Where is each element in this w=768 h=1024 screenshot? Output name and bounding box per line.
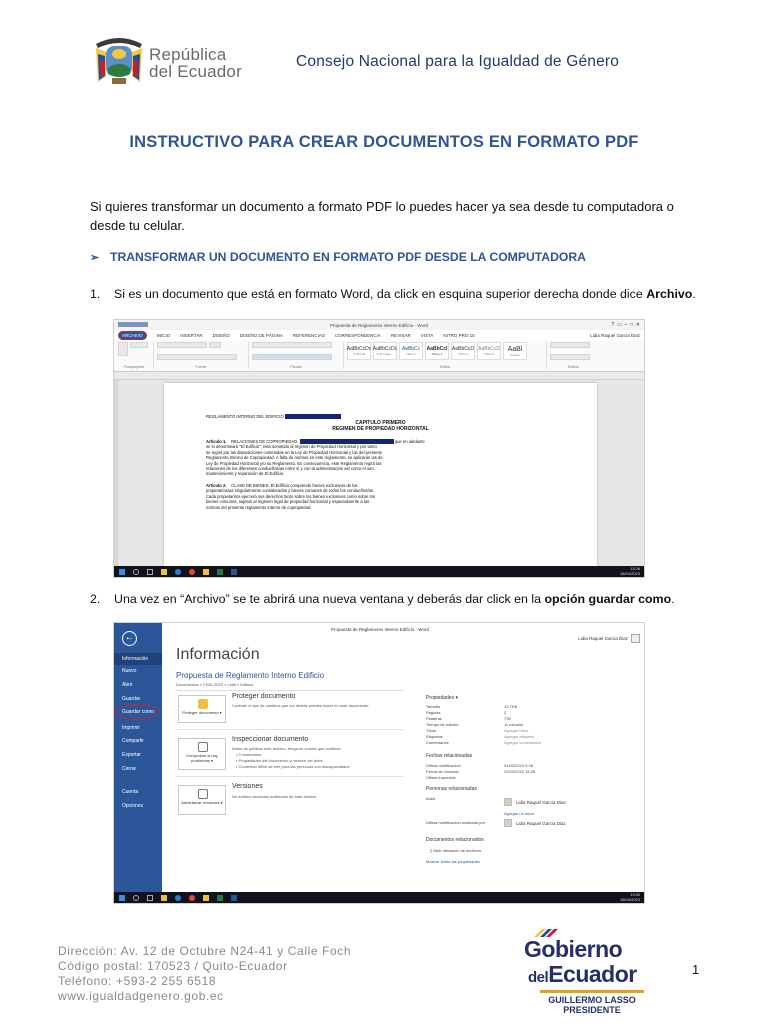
style-title[interactable] xyxy=(503,342,527,360)
backstage-nav xyxy=(114,623,162,893)
property-row xyxy=(426,728,596,733)
date-value: 01/02/2023 9:28 xyxy=(504,763,533,768)
file-explorer-icon[interactable] xyxy=(161,895,167,901)
ribbon-group-clipboard xyxy=(118,342,154,369)
page-line: relaciones de los diferentes condueños/as entre sí y con la administración así como el uso, xyxy=(206,466,375,471)
property-label: Etiquetas xyxy=(426,734,443,739)
tab-diseno[interactable]: DISEÑO xyxy=(212,332,230,338)
section-heading xyxy=(90,250,586,264)
page-line: Ley de Propiedad Horizontal y/o su Reglamento. En consecuencia, este Reglamento regirá las xyxy=(206,460,382,466)
show-all-properties-link[interactable]: Mostrar todas las propiedades xyxy=(426,859,480,864)
inspect-bullet: • Propiedades del documento y nombre del autor xyxy=(236,758,323,763)
style-normal[interactable] xyxy=(347,342,371,360)
tab-nitro[interactable]: NITRO PRO 10 xyxy=(443,332,475,338)
word-icon[interactable] xyxy=(231,895,237,901)
add-author-link[interactable]: Agregar un autor xyxy=(504,811,535,816)
highlight-circle xyxy=(115,704,159,720)
style-heading-3[interactable] xyxy=(451,342,475,360)
property-row xyxy=(426,704,596,709)
backstage-screenshot xyxy=(113,622,645,904)
word-window-screenshot xyxy=(113,319,645,578)
check-issues-button[interactable] xyxy=(178,738,226,770)
word-user-name: Lidia Raquel Garcia Diaz xyxy=(590,332,640,338)
step-text-end: . xyxy=(692,287,696,301)
nav-imprimir[interactable]: Imprimir xyxy=(122,725,141,731)
step-number: 1. xyxy=(90,287,101,301)
property-label: Tamaño xyxy=(426,704,441,709)
tab-correspondencia[interactable]: CORRESPONDENCIA xyxy=(334,332,381,338)
step-text xyxy=(114,287,696,301)
date-row xyxy=(426,775,596,780)
folder-icon[interactable] xyxy=(203,569,209,575)
property-label: Páginas xyxy=(426,710,441,715)
button-label: Proteger documento ▾ xyxy=(182,710,222,715)
style-sample: AaBbCcD xyxy=(452,346,474,352)
property-value[interactable]: Agregar título xyxy=(504,728,529,733)
clock-time: 13:50 xyxy=(629,892,640,897)
nav-abrir[interactable]: Abrir xyxy=(122,682,133,688)
nav-compartir[interactable]: Compartir xyxy=(122,738,144,744)
section-heading-text: TRANSFORMAR UN DOCUMENTO EN FORMATO PDF DESDE LA COMPUTADORA xyxy=(110,250,586,264)
search-icon[interactable] xyxy=(133,895,139,901)
word-window-title: Propuesta de Reglamento Interno Edificio - Word xyxy=(330,322,428,328)
footer-contact xyxy=(58,944,351,1004)
style-sample: AaBbCcI xyxy=(426,346,448,352)
edge-icon[interactable] xyxy=(175,895,181,901)
style-heading-4[interactable] xyxy=(477,342,501,360)
replace-button[interactable] xyxy=(550,354,590,360)
group-label: Portapapeles xyxy=(123,365,145,369)
modified-by-avatar xyxy=(504,819,512,827)
page-text: CLASE DE BIENES. El Edificio comprende bienes exclusivos de los xyxy=(231,483,358,488)
gob-line-1: Gobierno xyxy=(524,936,623,962)
protect-document-button[interactable] xyxy=(178,695,226,723)
word-icon[interactable] xyxy=(231,569,237,575)
protect-title: Proteger documento xyxy=(232,693,296,700)
page-heading: REGIMEN DE PROPIEDAD HORIZONTAL xyxy=(332,426,429,432)
nav-cuenta[interactable]: Cuenta xyxy=(122,789,139,795)
divider xyxy=(176,776,404,777)
step-number: 2. xyxy=(90,592,101,606)
step-1 xyxy=(90,287,696,301)
republic-line-1: República xyxy=(149,45,227,64)
footer-address: Dirección: Av. 12 de Octubre N24-41 y Calle Foch xyxy=(58,944,352,958)
council-name: Consejo Nacional para la Igualdad de Género xyxy=(296,53,620,70)
open-file-location[interactable]: ▯ Abrir ubicación de archivos xyxy=(430,848,482,853)
page-line: bienes comunes, sujetos al régimen legal de propiedad horizontal y especialmente a las xyxy=(206,499,370,505)
property-value: 2 xyxy=(504,710,507,715)
date-value: 22/02/2022 16:05 xyxy=(504,769,536,774)
tab-referencias[interactable]: REFERENCIAS xyxy=(292,332,325,338)
property-label: Comentarios xyxy=(426,740,449,745)
step-text xyxy=(114,592,675,606)
page-line: se regirá por las disposiciones contenidas en la Ley de Propiedad Horizontal y las del presente xyxy=(206,449,382,455)
related-docs-title: Documentos relacionados xyxy=(426,837,484,843)
group-label: Párrafo xyxy=(290,365,302,369)
property-row xyxy=(426,716,596,721)
font-size-select[interactable] xyxy=(209,342,221,348)
modified-by-name: Lidia Raquel Garcia Diaz xyxy=(516,821,566,826)
nav-guardar-como[interactable]: Guardar como xyxy=(122,709,154,715)
property-label: Título xyxy=(426,728,437,733)
document-page[interactable] xyxy=(164,383,597,567)
group-label: Fuente xyxy=(195,365,207,369)
bullet-text: Propiedades del documento y nombre del autor xyxy=(238,758,323,763)
nav-informacion[interactable]: Información xyxy=(114,653,162,665)
inspect-title: Inspeccionar documento xyxy=(232,736,309,743)
arrow-bullet-icon: ➢ xyxy=(90,251,100,264)
nav-exportar[interactable]: Exportar xyxy=(122,752,141,758)
style-sample: AaBbCcDc xyxy=(372,346,398,352)
style-heading-1[interactable] xyxy=(399,342,423,360)
divider xyxy=(176,729,404,730)
page-number: 1 xyxy=(692,962,700,977)
footer-phone: Teléfono: +593-2 255 6518 xyxy=(58,974,217,988)
step-text-end: . xyxy=(671,592,675,606)
excel-icon[interactable] xyxy=(217,895,223,901)
gob-ecuador: Ecuador xyxy=(548,961,637,987)
style-name: Título 3 xyxy=(457,352,468,356)
property-value[interactable]: Agregar etiqueta xyxy=(504,734,534,739)
step-2 xyxy=(90,592,675,606)
page-line: mantenimiento y reparación de El Edificio. xyxy=(206,471,285,477)
style-sample: AaBl xyxy=(507,345,523,353)
windows-start-icon[interactable] xyxy=(119,895,125,901)
cut-copy-icon[interactable] xyxy=(130,342,148,348)
page-line: propietarios/as singularmente considerados y bienes comunes de todos los condueños/as. xyxy=(206,488,375,494)
backstage-window-title: Propuesta de Reglamento Interno Edificio - Word xyxy=(331,627,429,632)
inspect-icon xyxy=(198,742,208,752)
clock-time: 13:28 xyxy=(629,566,640,571)
style-name: Título 4 xyxy=(483,352,494,356)
president-name: GUILLERMO LASSO xyxy=(548,995,636,1005)
document-name: Propuesta de Reglamento Interno Edificio xyxy=(176,671,325,680)
font-name-select[interactable] xyxy=(157,342,207,348)
property-value[interactable]: Agregar comentarios xyxy=(504,740,542,745)
property-value: 735 xyxy=(504,716,511,721)
link-text: Abrir ubicación de archivos xyxy=(433,848,482,853)
excel-icon[interactable] xyxy=(217,569,223,575)
tab-inicio[interactable]: INICIO xyxy=(156,332,171,338)
find-button[interactable] xyxy=(550,342,590,348)
property-value: 11 minutos xyxy=(504,722,524,727)
style-heading-2[interactable] xyxy=(425,342,449,360)
versions-icon xyxy=(198,789,208,799)
style-name: Puesto xyxy=(510,352,520,357)
style-name: ¶ Sin espa... xyxy=(376,352,394,356)
tab-diseno-pagina[interactable]: DISEÑO DE PÁGINA xyxy=(239,332,283,338)
intro-paragraph: Si quieres transformar un documento a formato PDF lo puedes hacer ya sea desde tu computadora o desde tu celular. xyxy=(90,199,674,233)
inspect-bullet: • Comentarios xyxy=(236,752,262,757)
divider xyxy=(176,690,404,691)
ruler xyxy=(114,372,644,380)
page-text: que en adelante xyxy=(394,439,425,444)
document-path: Documentos » CNIG 2023 » Lidia » Edificio xyxy=(176,682,254,687)
dates-title: Fechas relacionadas xyxy=(426,753,473,759)
word-title-bar xyxy=(114,320,644,330)
gob-line-2 xyxy=(528,961,637,988)
step-text-bold: opción guardar como xyxy=(544,592,672,606)
ribbon-group-font xyxy=(157,342,249,369)
property-row xyxy=(426,734,596,739)
vertical-ruler xyxy=(114,380,118,568)
windows-taskbar xyxy=(114,566,645,577)
button-label: Administrar versiones ▾ xyxy=(181,800,223,805)
group-label: Estilos xyxy=(439,365,451,369)
manage-versions-button[interactable] xyxy=(178,785,226,815)
ribbon-tabs xyxy=(114,330,644,340)
backstage-heading: Información xyxy=(176,646,260,663)
property-row xyxy=(426,740,596,745)
author-name: Lidia Raquel Garcia Diaz xyxy=(516,800,566,805)
list-buttons[interactable] xyxy=(252,342,332,348)
clock-date: 18/04/2023 xyxy=(619,570,640,576)
ecuador-coat-of-arms-icon xyxy=(92,30,146,92)
date-label: Última impresión xyxy=(426,775,456,780)
properties-title[interactable]: Propiedades ▾ xyxy=(426,695,458,701)
document-area xyxy=(114,380,645,568)
tab-vista[interactable]: VISTA xyxy=(420,332,434,338)
step-text-bold: Archivo xyxy=(646,287,693,301)
style-sample: AaBbCc xyxy=(401,346,421,352)
protect-description: Controle el tipo de cambios que los demás pueden hacer en este documento. xyxy=(232,703,370,708)
windows-taskbar xyxy=(114,892,645,903)
paste-icon[interactable] xyxy=(118,342,128,356)
font-format-buttons[interactable] xyxy=(157,354,237,360)
property-row xyxy=(426,710,596,715)
article-head: Artículo 1. xyxy=(206,439,227,444)
date-label: Fecha de creación xyxy=(426,769,459,774)
gob-del: del xyxy=(528,969,549,986)
style-sample: AaBbCcDc xyxy=(346,346,372,352)
search-icon[interactable] xyxy=(133,569,139,575)
president-title: PRESIDENTE xyxy=(563,1005,621,1015)
backstage-user-name: Lidia Raquel Garcia Diaz xyxy=(578,636,628,641)
ribbon xyxy=(114,340,644,372)
lock-icon xyxy=(198,699,208,709)
page-text: REGLAMENTO INTERNO DEL EDIFICIO xyxy=(206,414,284,419)
style-sample: AaBbCcD xyxy=(478,346,500,352)
nav-guardar[interactable]: Guardar xyxy=(122,696,141,702)
gob-gold-bar xyxy=(540,990,644,993)
folder-icon[interactable] xyxy=(203,895,209,901)
versions-title: Versiones xyxy=(232,783,263,790)
quick-access-toolbar xyxy=(118,322,148,327)
edge-icon[interactable] xyxy=(175,569,181,575)
style-no-spacing[interactable] xyxy=(373,342,397,360)
user-avatar xyxy=(631,634,640,643)
chrome-icon[interactable] xyxy=(189,569,195,575)
tab-archivo[interactable]: ARCHIVO xyxy=(118,331,147,340)
task-view-icon[interactable] xyxy=(147,569,153,575)
republic-line-2: del Ecuador xyxy=(149,62,242,81)
bullet-text: Comentarios xyxy=(238,752,262,757)
redaction-bar xyxy=(285,414,341,419)
page-heading: CAPITULO PRIMERO xyxy=(355,420,406,426)
gobierno-logo xyxy=(518,924,648,1016)
page-line xyxy=(206,414,341,419)
author-label: Autor xyxy=(426,796,436,801)
taskbar-clock xyxy=(620,567,640,576)
page-line: Cada propietario/a ejercerá sus derechos tanto sobre los bienes exclusivos como sobre los xyxy=(206,493,375,499)
page-text: RELACIONES DE COPROPIEDAD. xyxy=(231,439,299,444)
file-explorer-icon[interactable] xyxy=(161,569,167,575)
president-block xyxy=(540,995,644,1015)
ribbon-group-editing xyxy=(550,342,600,369)
document-title: INSTRUCTIVO PARA CREAR DOCUMENTOS EN FORMATO PDF xyxy=(129,133,639,151)
ribbon-group-styles xyxy=(347,342,547,369)
step-text-plain: Si es un documento que está en formato Word, da click en esquina superior derecha donde dice xyxy=(114,287,647,301)
inspect-bullet: • Contenido difícil de leer para las personas con discapacidades xyxy=(236,764,350,769)
windows-start-icon[interactable] xyxy=(119,569,125,575)
style-name: Título 1 xyxy=(405,352,416,356)
article-head: Artículo 2. xyxy=(206,483,227,488)
group-label: Edición xyxy=(567,365,580,369)
clock-date: 18/04/2023 xyxy=(619,896,640,902)
task-view-icon[interactable] xyxy=(147,895,153,901)
author-avatar xyxy=(504,798,512,806)
style-name: Título 2 xyxy=(431,352,443,356)
step-text-plain: Una vez en “Archivo” se te abrirá una nueva ventana y deberás dar click en la xyxy=(114,592,545,606)
date-row xyxy=(426,763,596,768)
date-label: Última modificación xyxy=(426,763,461,768)
people-title: Personas relacionadas xyxy=(426,786,477,792)
style-name: ¶ Normal xyxy=(352,352,366,356)
page-line: se lo denominará "El Edificio", está sometido al régimen de Propiedad Horizontal y por tanto xyxy=(206,444,377,450)
versions-description: No existen versiones anteriores de este archivo. xyxy=(232,794,318,799)
back-arrow-icon[interactable]: ← xyxy=(122,631,137,646)
footer-web[interactable]: www.igualdadgenero.gob.ec xyxy=(58,989,224,1003)
nav-nuevo[interactable]: Nuevo xyxy=(122,668,137,674)
nav-opciones[interactable]: Opciones xyxy=(122,803,144,809)
republic-wordmark xyxy=(149,46,242,80)
window-controls-icon: ? ▭ – □ ✕ xyxy=(611,322,640,328)
chrome-icon[interactable] xyxy=(189,895,195,901)
property-label: Tiempo de edición xyxy=(426,722,459,727)
modified-by-label: Última modificación realizada por xyxy=(426,820,485,825)
inspect-description: Antes de publicar este archivo, tenga en cuenta que contiene: xyxy=(232,746,342,751)
align-buttons[interactable] xyxy=(252,354,332,360)
property-row xyxy=(426,722,596,727)
ribbon-group-paragraph xyxy=(252,342,344,369)
bullet-text: Contenido difícil de leer para las personas con discapacidades xyxy=(238,764,350,769)
date-row xyxy=(426,769,596,774)
tab-revisar[interactable]: REVISAR xyxy=(390,332,411,338)
footer-postal: Código postal: 170523 / Quito-Ecuador xyxy=(58,959,288,973)
property-value: 12,7KB xyxy=(504,704,518,709)
page-line: Reglamento Interno de Copropiedad. A falta de normas en este reglamento, se aplicarán las de xyxy=(206,455,383,461)
nav-cerrar[interactable]: Cerrar xyxy=(122,766,137,772)
tab-insertar[interactable]: INSERTAR xyxy=(180,332,203,338)
taskbar-clock xyxy=(620,893,640,902)
property-label: Palabras xyxy=(426,716,442,721)
page-line: normas del presente reglamento interno de copropiedad. xyxy=(206,504,312,510)
button-label: Comprobar si hay problemas ▾ xyxy=(186,753,218,763)
letterhead xyxy=(0,0,768,110)
